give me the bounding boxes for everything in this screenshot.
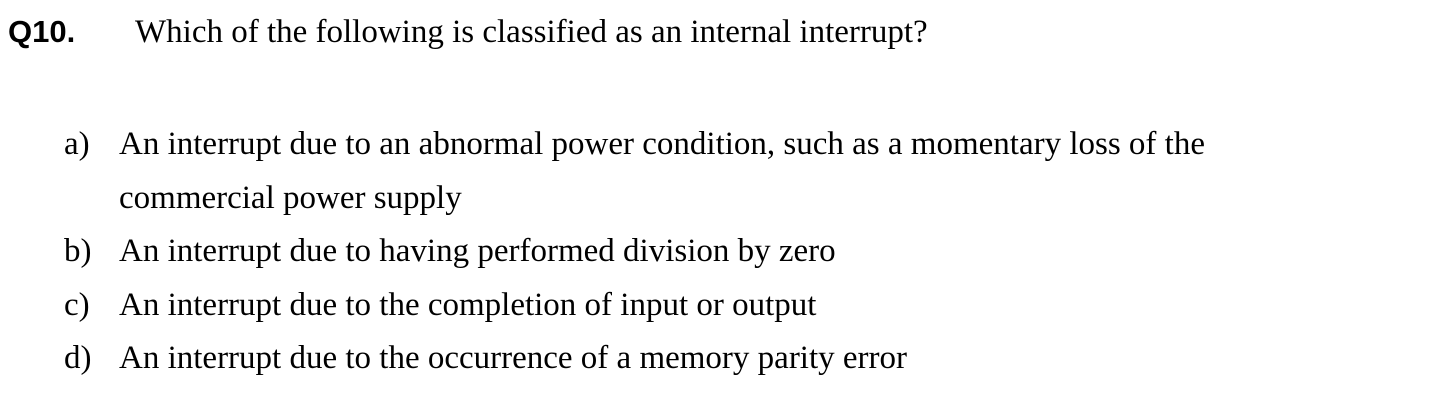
- option-letter: c): [64, 286, 90, 323]
- option-text: An interrupt due to having performed division by zero: [119, 233, 836, 269]
- question-text: Which of the following is classified as an internal interrupt?: [135, 14, 928, 50]
- option-b: [0, 225, 1450, 279]
- option-a: [0, 118, 1450, 225]
- option-letter: d): [64, 340, 92, 376]
- option-text: An interrupt due to an abnormal power condition, such as a momentary loss of the commercial power supply: [119, 126, 1205, 216]
- option-d: [0, 332, 1450, 386]
- question-header: [8, 8, 1438, 58]
- answer-options: [0, 118, 1450, 386]
- question-number: Q10.: [8, 14, 76, 49]
- option-c: [0, 279, 1450, 333]
- option-letter: b): [64, 233, 92, 269]
- option-letter: a): [64, 126, 90, 162]
- option-text: An interrupt due to the occurrence of a memory parity error: [119, 340, 908, 376]
- option-text: An interrupt due to the completion of input or output: [119, 286, 817, 323]
